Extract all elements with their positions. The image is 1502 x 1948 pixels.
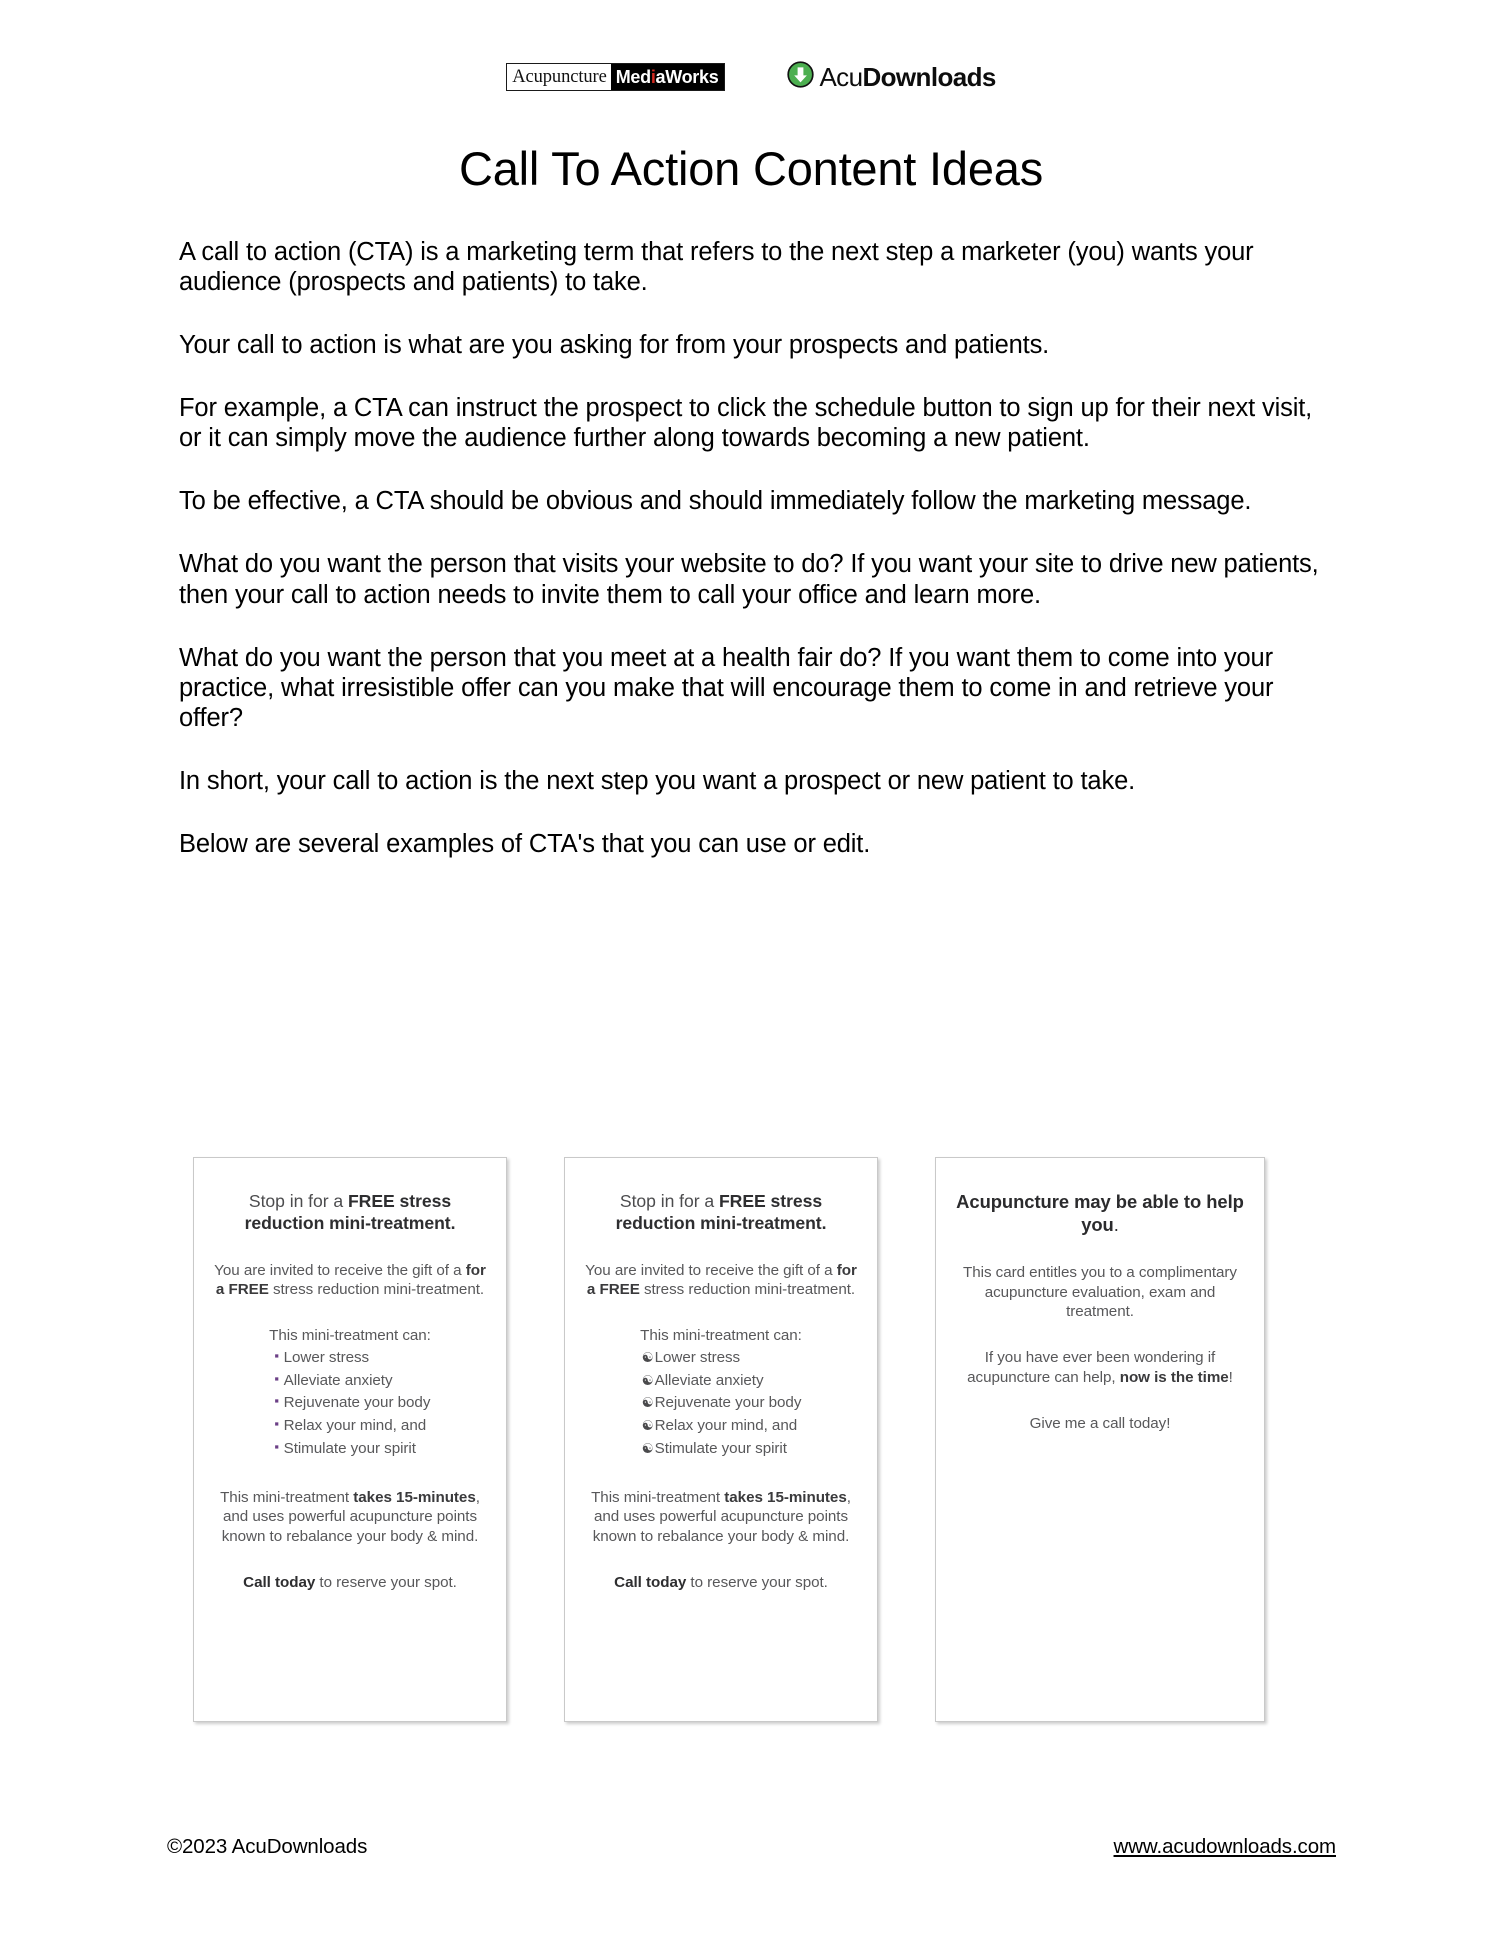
list-item-label: Stimulate your spirit: [283, 1439, 416, 1457]
list-item: [641, 1371, 802, 1391]
cta-card-intro-bold: for a FREE: [586, 1261, 857, 1299]
yin-yang-bullet-icon: ☯: [641, 1349, 654, 1365]
body-copy: [171, 196, 1331, 859]
paragraph: What do you want the person that visits your website to do? If you want your site to drive new patients, then your call to action needs to invite them to call your office and learn more.: [179, 550, 1319, 609]
cta-example-cards: [193, 1157, 1265, 1722]
mediaworks-logo-i: i: [650, 67, 656, 87]
page-title: Call To Action Content Ideas: [458, 142, 1043, 195]
list-item: [270, 1439, 431, 1459]
list-item: [270, 1371, 431, 1391]
list-item-label: Relax your mind, and: [283, 1417, 427, 1435]
square-bullet-icon: ▪: [274, 1393, 279, 1409]
list-item-label: Relax your mind, and: [654, 1417, 798, 1435]
cta-card-heading: [584, 1190, 858, 1235]
yin-yang-bullet-icon: ☯: [641, 1395, 654, 1411]
mediaworks-logo-right-word: [611, 64, 725, 90]
cta-card-closing-bold: Call today: [614, 1573, 687, 1591]
list-item: [270, 1348, 431, 1368]
cta-card[interactable]: [564, 1157, 878, 1722]
paragraph: What do you want the person that you meet at a health fair do? If you want them to come into your practice, what irresistible offer can you make that will encourage them to come in and retrieve your offer?: [179, 643, 1274, 732]
list-item-label: Alleviate anxiety: [654, 1371, 764, 1389]
cta-card-detail: [213, 1488, 487, 1547]
list-item-label: Lower stress: [654, 1348, 741, 1366]
cta-card-detail: [584, 1488, 858, 1547]
list-item-label: Alleviate anxiety: [283, 1371, 393, 1389]
cta-card-benefit-list: [641, 1348, 802, 1462]
acudownloads-wordmark: [819, 64, 995, 90]
cta-card-heading-line2: able to help you: [1081, 1191, 1244, 1236]
cta-card-closing: [584, 1573, 858, 1593]
cta-card-heading-period: .: [1113, 1214, 1119, 1236]
cta-card-closing-plain: to reserve your spot.: [686, 1573, 828, 1591]
copyright-text: ©2023 AcuDownloads: [167, 1835, 368, 1858]
list-item: [270, 1416, 431, 1436]
cta-card-detail-part1: This mini-treatment: [220, 1488, 354, 1506]
website-link[interactable]: www.acudownloads.com: [1113, 1835, 1336, 1858]
list-item-label: Stimulate your spirit: [654, 1439, 787, 1457]
square-bullet-icon: ▪: [274, 1347, 279, 1363]
list-item: [641, 1348, 802, 1368]
yin-yang-bullet-icon: ☯: [641, 1418, 654, 1434]
list-item-label: Rejuvenate your body: [283, 1394, 431, 1412]
square-bullet-icon: ▪: [274, 1370, 279, 1386]
acudownloads-logo: [787, 62, 995, 92]
square-bullet-icon: ▪: [274, 1438, 279, 1454]
cta-card-wondering-part2: !: [1228, 1368, 1233, 1386]
paragraph: Your call to action is what are you asking for from your prospects and patients.: [179, 331, 1050, 360]
cta-card-intro: [213, 1261, 487, 1301]
cta-card-detail-part2: , and uses powerful acupuncture points known to rebalance your body & mind.: [221, 1488, 480, 1546]
acupuncture-mediaworks-logo: [506, 63, 725, 91]
cta-card-heading-line1: Acupuncture may be: [956, 1191, 1138, 1212]
cta-card-entitlement: This card entitles you to a complimentary acupuncture evaluation, exam and treatment.: [963, 1263, 1237, 1321]
cta-card-heading-bold: FREE stress reduction mini-treatment.: [244, 1191, 456, 1234]
cta-card-closing: [213, 1573, 487, 1593]
acudownloads-downloads: Downloads: [862, 62, 996, 92]
yin-yang-bullet-icon: ☯: [641, 1440, 654, 1456]
cta-card-detail-part2: , and uses powerful acupuncture points known to rebalance your body & mind.: [592, 1488, 851, 1546]
list-item-label: Lower stress: [283, 1348, 370, 1366]
cta-card-intro-part1: You are invited to receive the gift of a: [214, 1261, 466, 1279]
list-item: [641, 1416, 802, 1436]
cta-card-intro-part2: stress reduction mini-treatment.: [639, 1281, 856, 1299]
paragraph: Below are several examples of CTA's that you can use or edit.: [179, 829, 871, 858]
cta-card[interactable]: [935, 1157, 1265, 1722]
paragraph: To be effective, a CTA should be obvious and should immediately follow the marketing message.: [179, 487, 1252, 516]
square-bullet-icon: ▪: [274, 1416, 279, 1432]
cta-card-heading: [955, 1190, 1245, 1237]
cta-card-heading-plain: Stop in for a: [619, 1191, 719, 1211]
cta-card-heading: [213, 1190, 487, 1235]
cta-card-heading-plain: Stop in for a: [248, 1191, 348, 1211]
list-item-label: Rejuvenate your body: [654, 1394, 802, 1412]
cta-card-detail-part1: This mini-treatment: [591, 1488, 725, 1506]
cta-card-closing-plain: to reserve your spot.: [315, 1573, 457, 1591]
cta-card-closing: Give me a call today!: [1029, 1414, 1171, 1432]
paragraph: In short, your call to action is the next step you want a prospect or new patient to take.: [179, 766, 1136, 795]
cta-card-detail-bold: takes 15-minutes: [724, 1488, 847, 1506]
mediaworks-logo-aworks: aWorks: [655, 67, 719, 87]
mediaworks-logo-left-word: Acupuncture: [507, 64, 610, 90]
list-item: [641, 1439, 802, 1459]
cta-card-intro: [584, 1261, 858, 1301]
cta-card-wondering: [955, 1348, 1245, 1388]
cta-card-intro-bold: for a FREE: [215, 1261, 486, 1299]
cta-card-intro-part2: stress reduction mini-treatment.: [268, 1281, 485, 1299]
paragraph: A call to action (CTA) is a marketing term that refers to the next step a marketer (you) wants your audience (prospects and patients) to take.: [179, 238, 1254, 297]
cta-card[interactable]: [193, 1157, 507, 1722]
list-item: [641, 1393, 802, 1413]
yin-yang-bullet-icon: ☯: [641, 1372, 654, 1388]
page-footer: [0, 1835, 1502, 1859]
cta-card-wondering-bold: now is the time: [1119, 1368, 1229, 1386]
cta-card-closing-bold: Call today: [243, 1573, 316, 1591]
cta-card-wondering-part1: If you have ever been wondering if acupuncture can help,: [967, 1349, 1216, 1386]
cta-card-intro-part1: You are invited to receive the gift of a: [585, 1261, 837, 1279]
list-item: [270, 1393, 431, 1413]
cta-card-heading-bold: FREE stress reduction mini-treatment.: [615, 1191, 827, 1234]
cta-card-benefit-list: [270, 1348, 431, 1462]
green-download-circle-icon: [787, 61, 814, 93]
mediaworks-logo-med: Med: [615, 67, 651, 87]
acudownloads-acu: Acu: [819, 62, 863, 92]
cta-card-list-intro: This mini-treatment can:: [640, 1327, 802, 1345]
paragraph: For example, a CTA can instruct the prospect to click the schedule button to sign up for their next visit, or it can simply move the audience further along towards becoming a new patient.: [179, 394, 1313, 453]
cta-card-list-intro: This mini-treatment can:: [269, 1327, 431, 1345]
page-header: [0, 0, 1502, 95]
cta-card-detail-bold: takes 15-minutes: [353, 1488, 476, 1506]
